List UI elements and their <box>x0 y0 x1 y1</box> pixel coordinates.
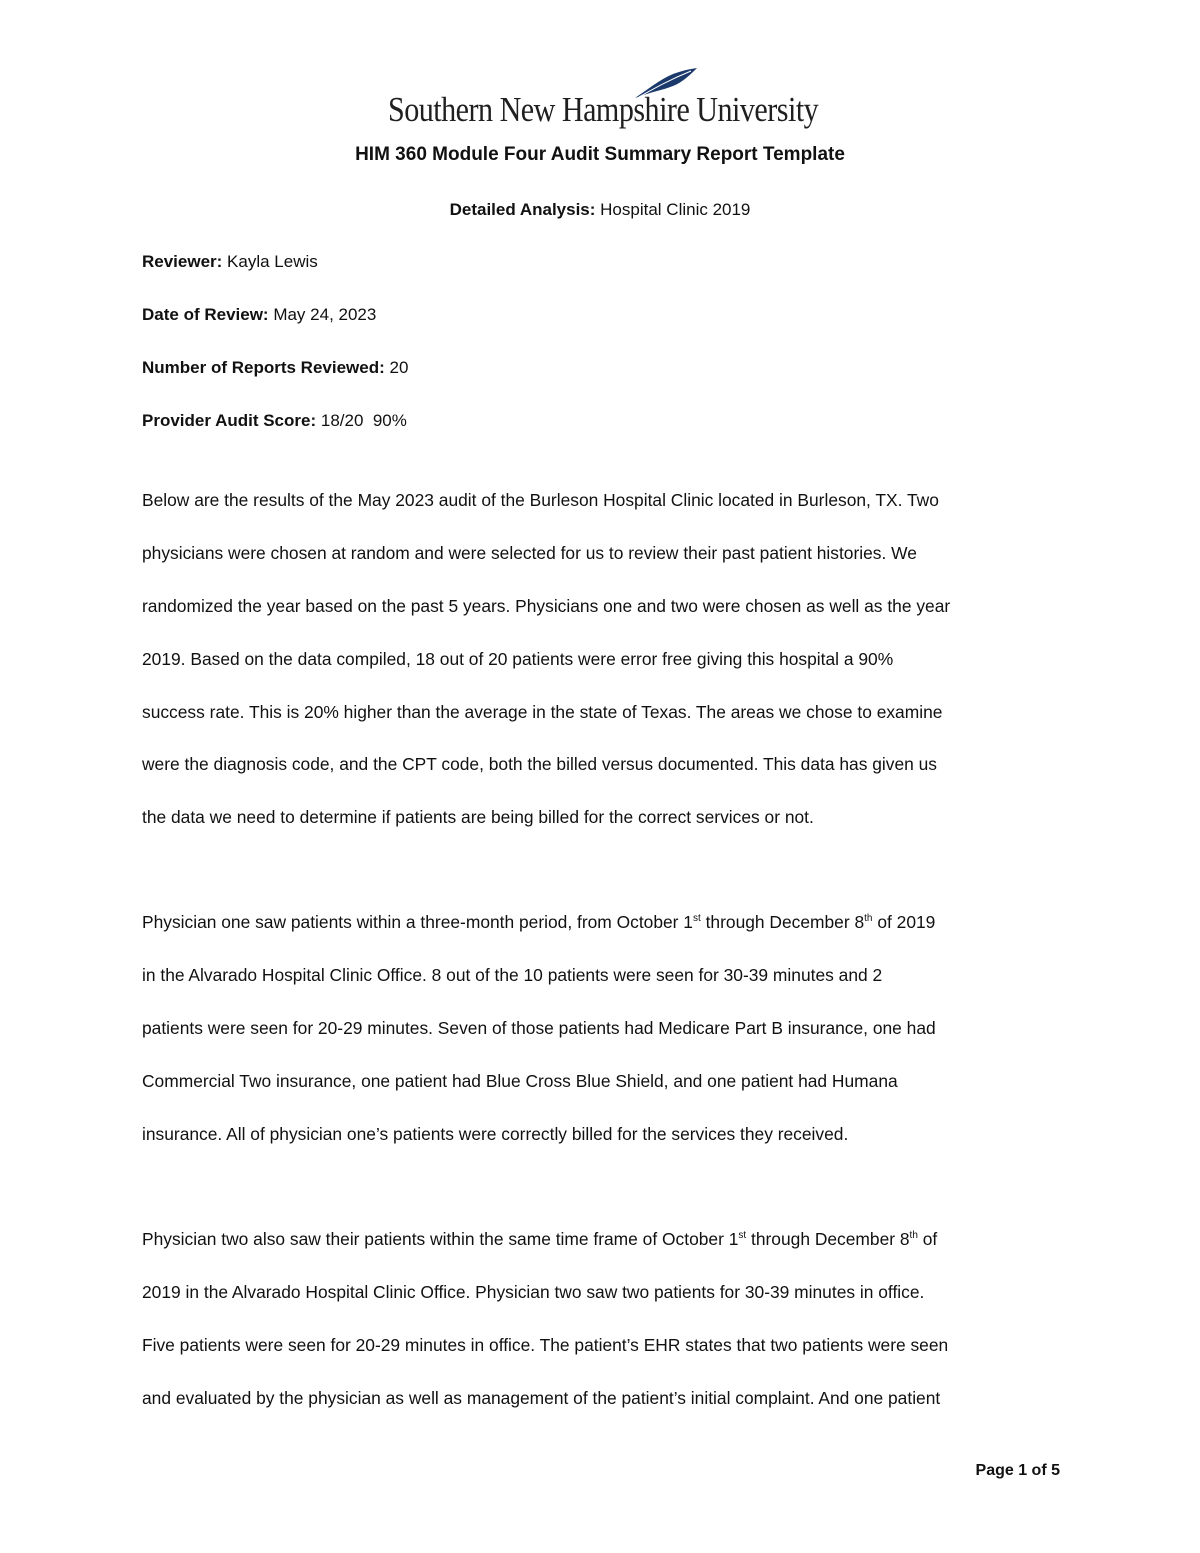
paragraph-1-line: the data we need to determine if patients are being billed for the correct services or not. <box>142 807 814 827</box>
audit-score-value: 18/20 90% <box>316 411 407 430</box>
superscript: st <box>692 913 701 925</box>
reviewer-label: Reviewer: <box>142 252 223 271</box>
paragraph-3-line: 2019 in the Alvarado Hospital Clinic Office. Physician two saw two patients for 30-39 minutes in office. <box>142 1282 925 1302</box>
review-date-field <box>142 305 376 325</box>
text-run: Physician two also saw their patients within the same time frame of October 1 <box>142 1229 739 1249</box>
paragraph-1-line: randomized the year based on the past 5 years. Physicians one and two were chosen as well as the year <box>142 596 951 616</box>
superscript: th <box>909 1230 918 1242</box>
reports-reviewed-label: Number of Reports Reviewed: <box>142 358 385 377</box>
paragraph-3-line <box>142 1229 937 1250</box>
paragraph-1-line: 2019. Based on the data compiled, 18 out of 20 patients were error free giving this hospital a 90% <box>142 649 894 669</box>
paragraph-2-line: in the Alvarado Hospital Clinic Office. 8 out of the 10 patients were seen for 30-39 minutes and 2 <box>142 965 883 985</box>
paragraph-1-line: success rate. This is 20% higher than the average in the state of Texas. The areas we chose to examine <box>142 702 943 722</box>
university-logo <box>386 66 819 136</box>
detailed-analysis-line <box>0 200 1200 220</box>
paragraph-3-line: and evaluated by the physician as well as management of the patient’s initial complaint. And one patient <box>142 1388 941 1408</box>
paragraph-2-line: patients were seen for 20-29 minutes. Seven of those patients had Medicare Part B insurance, one had <box>142 1018 936 1038</box>
text-run: of <box>917 1229 938 1249</box>
reports-reviewed-field <box>142 358 408 378</box>
superscript: th <box>864 913 873 925</box>
paragraph-3-line: Five patients were seen for 20-29 minutes in office. The patient’s EHR states that two patients were seen <box>142 1335 949 1355</box>
audit-score-field <box>142 411 407 431</box>
paragraph-1-line: Below are the results of the May 2023 audit of the Burleson Hospital Clinic located in Burleson, TX. Two <box>142 490 939 510</box>
review-date-label: Date of Review: <box>142 305 269 324</box>
paragraph-1-line: physicians were chosen at random and were selected for us to review their past patient histories. We <box>142 543 917 563</box>
paragraph-1-line: were the diagnosis code, and the CPT code, both the billed versus documented. This data has given us <box>142 754 937 774</box>
paragraph-2-line <box>142 912 935 933</box>
paragraph-2-line: insurance. All of physician one’s patients were correctly billed for the services they received. <box>142 1124 849 1144</box>
paragraph-2-line: Commercial Two insurance, one patient had Blue Cross Blue Shield, and one patient had Humana <box>142 1071 898 1091</box>
reviewer-field <box>142 252 318 272</box>
text-run: through December 8 <box>746 1229 910 1249</box>
text-run: through December 8 <box>700 912 865 932</box>
reports-reviewed-value: 20 <box>384 358 409 377</box>
reviewer-value: Kayla Lewis <box>222 252 318 271</box>
review-date-value: May 24, 2023 <box>268 305 377 324</box>
text-run: of 2019 <box>872 912 936 932</box>
detailed-analysis-value: Hospital Clinic 2019 <box>595 200 751 219</box>
page-title: HIM 360 Module Four Audit Summary Report Template <box>355 144 845 165</box>
superscript: st <box>738 1230 747 1242</box>
audit-score-label: Provider Audit Score: <box>142 411 317 430</box>
detailed-analysis-label: Detailed Analysis: <box>449 200 596 219</box>
page-number: Page 1 of 5 <box>975 1462 1060 1479</box>
logo-wordmark: Southern New Hampshire University <box>388 90 819 129</box>
text-run: Physician one saw patients within a three-month period, from October 1 <box>142 912 693 932</box>
